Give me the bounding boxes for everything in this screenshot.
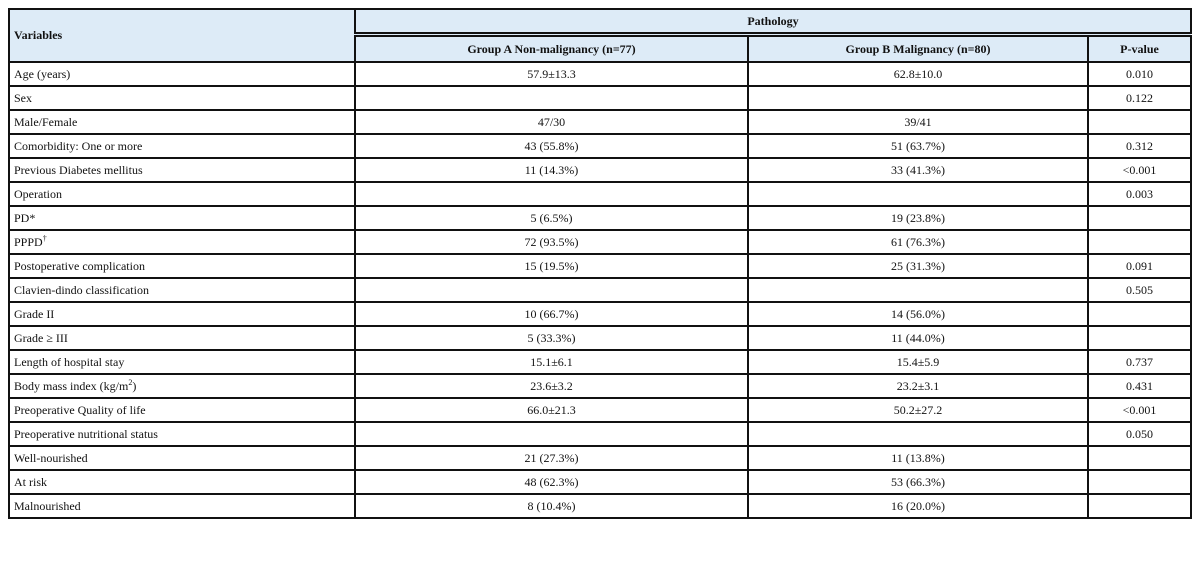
group-a-cell: 57.9±13.3	[355, 62, 748, 86]
row-label-text: Age (years)	[14, 66, 71, 81]
row-label-text: Operation	[14, 186, 62, 201]
row-label	[9, 398, 355, 422]
group-a-cell: 23.6±3.2	[355, 374, 748, 398]
group-b-cell: 15.4±5.9	[748, 350, 1088, 374]
row-label-text: Male/Female	[14, 114, 78, 129]
table-row	[9, 278, 1191, 302]
pvalue-cell	[1088, 470, 1191, 494]
table-row	[9, 470, 1191, 494]
row-label	[9, 254, 355, 278]
header-group-b: Group B Malignancy (n=80)	[748, 35, 1088, 63]
pvalue-cell	[1088, 494, 1191, 518]
group-a-cell	[355, 278, 748, 302]
row-label-text: Comorbidity: One or more	[14, 138, 143, 153]
table-row	[9, 206, 1191, 230]
group-a-cell: 66.0±21.3	[355, 398, 748, 422]
group-b-cell: 62.8±10.0	[748, 62, 1088, 86]
group-a-cell: 21 (27.3%)	[355, 446, 748, 470]
group-b-cell: 53 (66.3%)	[748, 470, 1088, 494]
row-label-text: Body mass index (kg/m	[14, 378, 129, 393]
table-row	[9, 350, 1191, 374]
row-label	[9, 422, 355, 446]
pvalue-cell: 0.003	[1088, 182, 1191, 206]
group-a-cell	[355, 182, 748, 206]
group-a-cell	[355, 422, 748, 446]
group-a-cell: 15.1±6.1	[355, 350, 748, 374]
pathology-comparison-table	[8, 8, 1192, 519]
group-b-cell	[748, 422, 1088, 446]
row-label-text: PPPD	[14, 234, 43, 249]
row-label	[9, 470, 355, 494]
row-label	[9, 134, 355, 158]
row-label	[9, 278, 355, 302]
row-label	[9, 86, 355, 110]
table-row	[9, 374, 1191, 398]
group-a-cell: 15 (19.5%)	[355, 254, 748, 278]
pvalue-cell	[1088, 326, 1191, 350]
row-label-text: Length of hospital stay	[14, 354, 125, 369]
table-row	[9, 446, 1191, 470]
row-label-text: Previous Diabetes mellitus	[14, 162, 143, 177]
row-label	[9, 326, 355, 350]
group-a-cell: 5 (33.3%)	[355, 326, 748, 350]
group-b-cell	[748, 278, 1088, 302]
row-label	[9, 230, 355, 254]
group-a-cell: 48 (62.3%)	[355, 470, 748, 494]
table-container	[8, 8, 1192, 519]
group-b-cell: 14 (56.0%)	[748, 302, 1088, 326]
pvalue-cell: 0.431	[1088, 374, 1191, 398]
group-a-cell	[355, 86, 748, 110]
row-label-superscript: 2	[128, 377, 133, 387]
pvalue-cell: 0.312	[1088, 134, 1191, 158]
group-b-cell	[748, 182, 1088, 206]
pvalue-cell: 0.122	[1088, 86, 1191, 110]
row-label-text: Well-nourished	[14, 450, 88, 465]
row-label	[9, 350, 355, 374]
group-b-cell: 25 (31.3%)	[748, 254, 1088, 278]
row-label-text: PD*	[14, 210, 36, 225]
row-label	[9, 158, 355, 182]
pvalue-cell: <0.001	[1088, 158, 1191, 182]
table-row	[9, 398, 1191, 422]
row-label	[9, 446, 355, 470]
group-b-cell: 19 (23.8%)	[748, 206, 1088, 230]
pvalue-cell	[1088, 110, 1191, 134]
table-row	[9, 494, 1191, 518]
group-a-cell: 43 (55.8%)	[355, 134, 748, 158]
group-b-cell: 50.2±27.2	[748, 398, 1088, 422]
group-b-cell: 11 (13.8%)	[748, 446, 1088, 470]
table-row	[9, 302, 1191, 326]
pvalue-cell: 0.505	[1088, 278, 1191, 302]
group-a-cell: 11 (14.3%)	[355, 158, 748, 182]
row-label-text: Postoperative complication	[14, 258, 145, 273]
table-row	[9, 134, 1191, 158]
header-variables: Variables	[9, 9, 355, 62]
group-b-cell: 39/41	[748, 110, 1088, 134]
group-a-cell: 10 (66.7%)	[355, 302, 748, 326]
table-row	[9, 62, 1191, 86]
table-row	[9, 182, 1191, 206]
row-label-text: Grade ≥ III	[14, 330, 68, 345]
table-row	[9, 86, 1191, 110]
group-b-cell: 11 (44.0%)	[748, 326, 1088, 350]
row-label-superscript: †	[42, 233, 47, 243]
table-row	[9, 158, 1191, 182]
pvalue-cell	[1088, 302, 1191, 326]
row-label-text: Preoperative Quality of life	[14, 402, 146, 417]
group-b-cell	[748, 86, 1088, 110]
row-label	[9, 110, 355, 134]
table-row	[9, 230, 1191, 254]
row-label	[9, 374, 355, 398]
group-b-cell: 61 (76.3%)	[748, 230, 1088, 254]
row-label	[9, 494, 355, 518]
group-b-cell: 23.2±3.1	[748, 374, 1088, 398]
row-label-text: Clavien-dindo classification	[14, 282, 149, 297]
group-b-cell: 16 (20.0%)	[748, 494, 1088, 518]
row-label-text: Grade II	[14, 306, 55, 321]
header-pathology: Pathology	[355, 9, 1191, 35]
group-a-cell: 8 (10.4%)	[355, 494, 748, 518]
header-group-a: Group A Non-malignancy (n=77)	[355, 35, 748, 63]
pvalue-cell: 0.010	[1088, 62, 1191, 86]
group-b-cell: 33 (41.3%)	[748, 158, 1088, 182]
table-row	[9, 422, 1191, 446]
row-label	[9, 206, 355, 230]
group-a-cell: 72 (93.5%)	[355, 230, 748, 254]
row-label	[9, 62, 355, 86]
row-label-text: Malnourished	[14, 498, 81, 513]
group-b-cell: 51 (63.7%)	[748, 134, 1088, 158]
header-pvalue: P-value	[1088, 35, 1191, 63]
pvalue-cell	[1088, 230, 1191, 254]
pvalue-cell: 0.050	[1088, 422, 1191, 446]
row-label-text: Preoperative nutritional status	[14, 426, 158, 441]
group-a-cell: 47/30	[355, 110, 748, 134]
pvalue-cell: 0.737	[1088, 350, 1191, 374]
row-label-suffix: )	[132, 378, 137, 393]
pvalue-cell: 0.091	[1088, 254, 1191, 278]
row-label	[9, 302, 355, 326]
row-label-text: Sex	[14, 90, 32, 105]
table-row	[9, 326, 1191, 350]
pvalue-cell	[1088, 446, 1191, 470]
group-a-cell: 5 (6.5%)	[355, 206, 748, 230]
table-row	[9, 254, 1191, 278]
pvalue-cell: <0.001	[1088, 398, 1191, 422]
row-label-text: At risk	[14, 474, 47, 489]
row-label	[9, 182, 355, 206]
table-row	[9, 110, 1191, 134]
pvalue-cell	[1088, 206, 1191, 230]
